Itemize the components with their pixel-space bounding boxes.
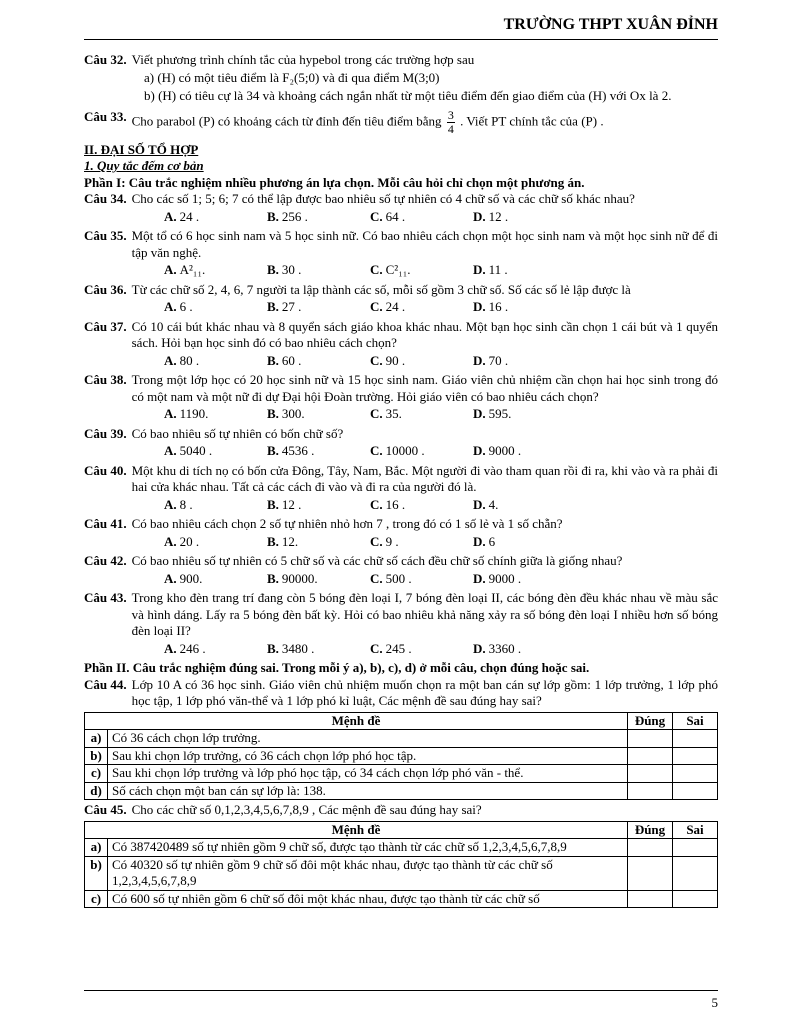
option-value: 900. — [179, 570, 203, 586]
answer-option — [267, 299, 370, 316]
option-value: 300. — [281, 406, 305, 421]
true-cell[interactable] — [628, 747, 673, 765]
option-value: 12 . — [488, 208, 509, 224]
answer-option — [164, 497, 267, 514]
table-header-false: Sai — [673, 821, 718, 839]
false-cell[interactable] — [673, 890, 718, 908]
table-header-true: Đúng — [628, 712, 673, 730]
option-key: C. — [370, 406, 383, 421]
answer-option — [164, 571, 267, 588]
answer-option — [473, 443, 576, 460]
option-key: D. — [473, 640, 486, 656]
answer-option — [473, 641, 576, 658]
question-text: Có bao nhiêu số tự nhiên có 5 chữ số và các chữ số cách đều chữ số chính giữa là giống nhau? — [131, 553, 623, 568]
document-page — [84, 14, 718, 910]
question-44 — [84, 677, 718, 710]
question-label: Câu 35. — [84, 228, 127, 243]
answer-option — [267, 571, 370, 588]
answer-options — [164, 406, 718, 423]
option-key: C. — [370, 496, 383, 512]
false-cell[interactable] — [673, 782, 718, 800]
table-row — [85, 730, 718, 748]
true-cell[interactable] — [628, 730, 673, 748]
answer-option — [473, 353, 576, 370]
answer-option — [164, 262, 267, 279]
question-text: Trong một lớp học có 20 học sinh nữ và 15 học sinh nam. Giáo viên chủ nhiệm cần chọn hai học sinh trong đó có một nam và một nữ đi dự Đại hội Đoàn trường. Hỏi giáo viên có bao nhiêu cách chọn? — [131, 372, 718, 404]
option-key: B. — [267, 640, 279, 656]
question-text: Viết phương trình chính tắc của hypebol trong các trường hợp sau — [131, 52, 475, 67]
option-value: C²₁₁. — [385, 262, 411, 277]
option-key: A. — [164, 208, 177, 224]
row-key: c) — [85, 765, 108, 783]
option-value: 30 . — [281, 262, 302, 277]
row-key: a) — [85, 839, 108, 857]
option-key: D. — [473, 443, 486, 458]
option-key: A. — [164, 352, 177, 368]
question-label: Câu 44. — [84, 676, 127, 692]
option-value: 256 . — [281, 208, 308, 224]
option-value: 6 . — [179, 299, 193, 314]
question-text: Cho các số 1; 5; 6; 7 có thể lập được bao nhiêu số tự nhiên có 4 chữ số và các chữ số khác nhau? — [131, 191, 635, 206]
option-key: C. — [370, 262, 383, 277]
answer-option — [370, 353, 473, 370]
question-text: Cho parabol (P) có khoảng cách từ đỉnh đến tiêu điểm bằng — [131, 112, 442, 128]
question-item — [84, 590, 718, 640]
fraction-numerator: 3 — [447, 107, 454, 122]
true-cell[interactable] — [628, 890, 673, 908]
option-value: 6 — [488, 533, 496, 549]
question-text: Một khu di tích nọ có bốn cửa Đông, Tây, Nam, Bắc. Một người đi vào tham quan rồi đi ra, khi vào và ra phải đi hai cửa khác nhau. Tất cả các cách đi vào và đi ra của người đó là. — [131, 462, 718, 494]
option-key: B. — [267, 262, 279, 277]
answer-options — [164, 353, 718, 370]
fraction-denominator: 4 — [447, 121, 454, 136]
answer-option — [473, 534, 576, 551]
page-footer — [84, 990, 718, 1012]
option-value: 80 . — [179, 352, 200, 368]
option-value: 27 . — [281, 299, 302, 314]
row-statement: Số cách chọn một ban cán sự lớp là: 138. — [108, 782, 628, 800]
question-item — [84, 372, 718, 405]
table-row — [85, 856, 718, 890]
option-key: A. — [164, 443, 177, 458]
option-value: 11 . — [488, 262, 508, 277]
true-cell[interactable] — [628, 782, 673, 800]
answer-option — [473, 571, 576, 588]
row-key: a) — [85, 730, 108, 748]
question-item — [84, 319, 718, 352]
question-text: Lớp 10 A có 36 học sinh. Giáo viên chủ nhiệm muốn chọn ra một ban cán sự lớp gồm: 1 lớp trưởng, 1 lớp phó học tập, 1 lớp phó văn-thể và 1 lớp phó kỉ luật, Các mệnh đề sau đúng hay sai? — [131, 676, 718, 708]
false-cell[interactable] — [673, 747, 718, 765]
question-32 — [84, 52, 718, 69]
option-value: A²₁₁. — [179, 262, 206, 277]
section-heading: II. ĐẠI SỐ TỔ HỢP — [84, 141, 199, 157]
option-value: 20 . — [179, 533, 200, 549]
true-cell[interactable] — [628, 839, 673, 857]
question-item — [84, 463, 718, 496]
answer-option — [164, 406, 267, 423]
answer-option — [267, 641, 370, 658]
option-value: 4536 . — [281, 443, 315, 458]
question-label: Câu 41. — [84, 516, 127, 531]
answer-options — [164, 534, 718, 551]
option-key: D. — [473, 406, 486, 421]
question-label: Câu 42. — [84, 553, 127, 568]
answer-option — [164, 534, 267, 551]
question-text: Có bao nhiêu số tự nhiên có bốn chữ số? — [131, 425, 344, 441]
answer-option — [267, 497, 370, 514]
option-value: 246 . — [179, 640, 206, 656]
false-cell[interactable] — [673, 730, 718, 748]
option-value: 3480 . — [281, 640, 315, 656]
option-value: 12 . — [281, 496, 302, 512]
question-text: Một tổ có 6 học sinh nam và 5 học sinh nữ. Có bao nhiêu cách chọn một học sinh nam và một học sinh nữ để đi tập văn nghệ. — [131, 228, 718, 260]
table-row — [85, 890, 718, 908]
table-header-true: Đúng — [628, 821, 673, 839]
row-key: c) — [85, 890, 108, 908]
option-key: B. — [267, 443, 279, 458]
school-header: TRƯỜNG THPT XUÂN ĐỈNH — [84, 14, 718, 40]
answer-option — [164, 299, 267, 316]
false-cell[interactable] — [673, 765, 718, 783]
option-key: D. — [473, 496, 486, 512]
option-key: D. — [473, 533, 486, 549]
answer-option — [370, 406, 473, 423]
question-label: Câu 39. — [84, 425, 127, 441]
option-key: A. — [164, 299, 177, 314]
question-item — [84, 426, 718, 443]
table-header-statement: Mệnh đề — [85, 821, 628, 839]
table-row — [85, 765, 718, 783]
row-statement: Có 36 cách chọn lớp trưởng. — [108, 730, 628, 748]
option-key: C. — [370, 352, 383, 368]
question-label: Câu 40. — [84, 462, 127, 478]
question-label: Câu 36. — [84, 281, 127, 297]
answer-options — [164, 641, 718, 658]
answer-options — [164, 262, 718, 279]
answer-option — [267, 443, 370, 460]
option-value: 595. — [488, 406, 512, 421]
option-key: B. — [267, 496, 279, 512]
option-value: 70 . — [488, 352, 509, 368]
table-header-false: Sai — [673, 712, 718, 730]
false-cell[interactable] — [673, 856, 718, 890]
option-key: D. — [473, 208, 486, 224]
question-label: Câu 34. — [84, 191, 127, 206]
option-key: C. — [370, 533, 383, 549]
option-value: 1190. — [179, 406, 209, 421]
option-key: D. — [473, 299, 486, 314]
table-row — [85, 747, 718, 765]
answer-option — [164, 353, 267, 370]
option-value: 16 . — [385, 496, 406, 512]
option-value: 90000. — [281, 570, 318, 586]
question-text: Cho các chữ số 0,1,2,3,4,5,6,7,8,9 , Các mệnh đề sau đúng hay sai? — [131, 802, 482, 817]
question-item — [84, 553, 718, 570]
option-value: 9 . — [385, 533, 399, 549]
question-text: Có bao nhiêu cách chọn 2 số tự nhiên nhỏ hơn 7 , trong đó có 1 số lẻ và 1 số chẵn? — [131, 516, 563, 531]
option-key: A. — [164, 533, 177, 549]
question-label: Câu 45. — [84, 802, 127, 817]
false-cell[interactable] — [673, 839, 718, 857]
option-key: A. — [164, 406, 177, 421]
question-item — [84, 516, 718, 533]
question-text-end: . Viết PT chính tắc của (P) . — [460, 112, 604, 128]
answer-options — [164, 209, 718, 226]
option-key: B. — [267, 352, 279, 368]
answer-options — [164, 299, 718, 316]
answer-option — [370, 641, 473, 658]
true-false-table-45 — [84, 821, 718, 909]
option-value: 9000 . — [488, 443, 522, 458]
row-statement: Sau khi chọn lớp trưởng và lớp phó học tập, có 34 cách chọn lớp phó văn - thể. — [108, 765, 628, 783]
row-key: d) — [85, 782, 108, 800]
answer-option — [473, 497, 576, 514]
option-value: 24 . — [385, 299, 406, 314]
question-text: Có 10 cái bút khác nhau và 8 quyển sách giáo khoa khác nhau. Một bạn học sinh cần chọn 1 cái bút và 1 quyển sách. Hỏi bạn học sinh đó có bao nhiêu cách chọn? — [131, 318, 718, 350]
answer-option — [267, 406, 370, 423]
answer-options — [164, 571, 718, 588]
option-key: B. — [267, 570, 279, 586]
option-value: 60 . — [281, 352, 302, 368]
option-key: A. — [164, 496, 177, 512]
answer-option — [473, 299, 576, 316]
option-value: 245 . — [385, 640, 412, 656]
question-text: Trong kho đèn trang trí đang còn 5 bóng đèn loại I, 7 bóng đèn loại II, các bóng đèn đều khác nhau về màu sắc và hình dáng. Lấy ra 5 bóng đèn bất kỳ. Hỏi có bao nhiêu khả năng xảy ra số bóng đèn loại I nhiều hơn số bóng đèn loại II? — [131, 590, 718, 638]
question-label: Câu 38. — [84, 372, 127, 387]
table-row — [85, 839, 718, 857]
answer-option — [267, 534, 370, 551]
true-cell[interactable] — [628, 856, 673, 890]
answer-option — [370, 209, 473, 226]
question-32-part-b: b) (H) có tiêu cự là 34 và khoảng cách ngắn nhất từ một tiêu điểm đến giao điểm của (H) với Ox là 2. — [144, 88, 672, 103]
table-header-statement: Mệnh đề — [85, 712, 628, 730]
option-key: D. — [473, 262, 486, 277]
page-number: 5 — [711, 995, 718, 1010]
question-label: Câu 32. — [84, 52, 127, 67]
question-label: Câu 37. — [84, 318, 127, 334]
option-value: 90 . — [385, 352, 406, 368]
option-key: A. — [164, 570, 177, 586]
part-heading: Phần II. Câu trắc nghiệm đúng sai. Trong mỗi ý a), b), c), d) ở mỗi câu, chọn đúng hoặc sai. — [84, 660, 590, 675]
question-label: Câu 43. — [84, 590, 127, 605]
fraction — [447, 109, 455, 136]
option-key: C. — [370, 640, 383, 656]
row-key: b) — [85, 747, 108, 765]
option-key: B. — [267, 299, 279, 314]
answer-option — [370, 534, 473, 551]
answer-option — [370, 262, 473, 279]
option-key: A. — [164, 262, 177, 277]
option-value: 5040 . — [179, 443, 213, 458]
option-key: C. — [370, 299, 383, 314]
answer-option — [370, 497, 473, 514]
option-value: 35. — [385, 406, 402, 421]
answer-option — [473, 209, 576, 226]
question-item — [84, 228, 718, 261]
answer-options — [164, 443, 718, 460]
true-false-table-44 — [84, 712, 718, 801]
option-key: B. — [267, 406, 279, 421]
option-key: C. — [370, 570, 383, 586]
row-statement: Có 387420489 số tự nhiên gồm 9 chữ số, được tạo thành từ các chữ số 1,2,3,4,5,6,7,8,9 — [108, 839, 628, 857]
answer-option — [267, 209, 370, 226]
option-value: 24 . — [179, 208, 200, 224]
answer-option — [164, 209, 267, 226]
row-key: b) — [85, 856, 108, 890]
option-value: 64 . — [385, 208, 406, 224]
answer-option — [164, 443, 267, 460]
option-key: A. — [164, 640, 177, 656]
row-statement: Có 600 số tự nhiên gồm 6 chữ số đôi một khác nhau, được tạo thành từ các chữ số — [108, 890, 628, 908]
option-key: D. — [473, 352, 486, 368]
option-key: C. — [370, 443, 383, 458]
option-value: 10000 . — [385, 443, 425, 458]
option-value: 3360 . — [488, 640, 522, 656]
option-value: 500 . — [385, 570, 412, 586]
multiple-choice-list — [84, 191, 718, 657]
true-cell[interactable] — [628, 765, 673, 783]
row-statement: Sau khi chọn lớp trưởng, có 36 cách chọn lớp phó học tập. — [108, 747, 628, 765]
option-value: 9000 . — [488, 570, 522, 586]
table-row — [85, 782, 718, 800]
question-32-part-a: a) (H) có một tiêu điểm là F₂(5;0) và đi qua điểm M(3;0) — [144, 69, 440, 85]
option-key: B. — [267, 208, 279, 224]
answer-option — [370, 443, 473, 460]
part-heading: Phần I: Câu trắc nghiệm nhiều phương án lựa chọn. Mỗi câu hỏi chỉ chọn một phương án. — [84, 174, 585, 190]
row-statement: Có 40320 số tự nhiên gồm 9 chữ số đôi một khác nhau, được tạo thành từ các chữ số 1,2,3,4,5,6,7,8,9 — [108, 856, 628, 890]
question-33 — [84, 109, 718, 136]
answer-option — [370, 299, 473, 316]
question-label: Câu 33. — [84, 108, 127, 124]
option-value: 4. — [488, 496, 499, 512]
option-key: D. — [473, 570, 486, 586]
option-value: 16 . — [488, 299, 509, 314]
answer-option — [267, 353, 370, 370]
question-item — [84, 191, 718, 208]
answer-option — [473, 262, 576, 279]
answer-option — [164, 641, 267, 658]
question-text: Từ các chữ số 2, 4, 6, 7 người ta lập thành các số, mỗi số gồm 3 chữ số. Số các số lẻ lập được là — [131, 281, 631, 297]
answer-option — [473, 406, 576, 423]
option-value: 8 . — [179, 496, 193, 512]
option-key: B. — [267, 533, 279, 549]
answer-options — [164, 497, 718, 514]
answer-option — [267, 262, 370, 279]
question-45 — [84, 802, 718, 819]
question-item — [84, 282, 718, 299]
option-key: C. — [370, 208, 383, 224]
subsection-heading: 1. Quy tắc đếm cơ bản — [84, 158, 204, 173]
answer-option — [370, 571, 473, 588]
option-value: 12. — [281, 533, 299, 549]
